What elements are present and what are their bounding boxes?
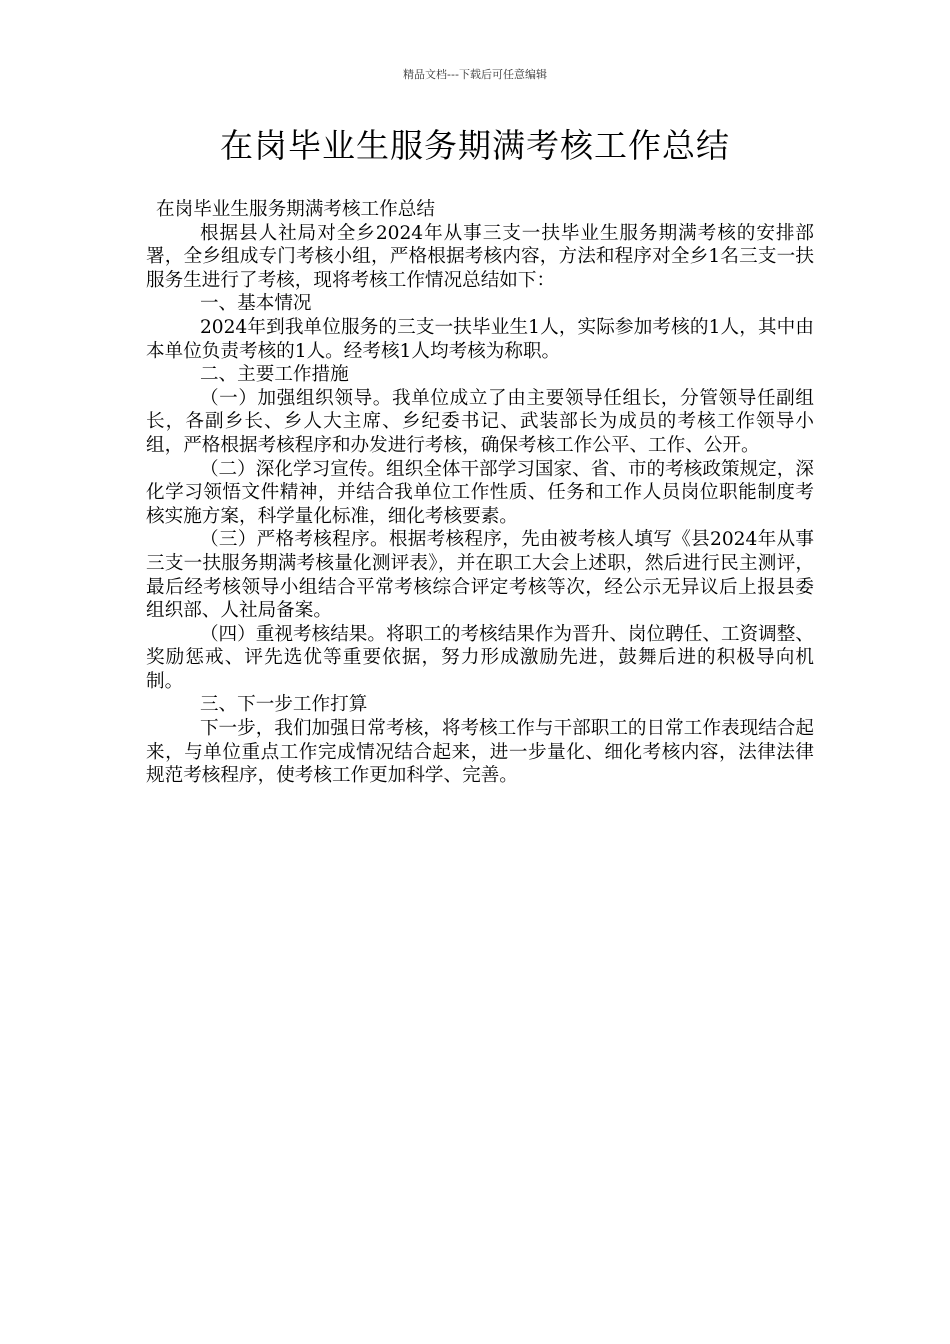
measure-paragraph-2: （二）深化学习宣传。组织全体干部学习国家、省、市的考核政策规定，深化学习领悟文件精神，并结合我单位工作性质、任务和工作人员岗位职能制度考核实施方案，科学量化标准，细化考核要素。 (146, 458, 814, 527)
section-heading-main-measures: 二、主要工作措施 (199, 364, 349, 386)
document-header-note: 精品文档---下载后可任意编辑 (403, 68, 547, 81)
basic-situation-paragraph: 2024年到我单位服务的三支一扶毕业生1人，实际参加考核的1人，其中由本单位负责考核的1人。经考核1人均考核为称职。 (146, 316, 814, 362)
intro-paragraph: 根据县人社局对全乡2024年从事三支一扶毕业生服务期满考核的安排部署，全乡组成专门考核小组，严格根据考核内容，方法和程序对全乡1名三支一扶服务生进行了考核，现将考核工作情况总结如下： (146, 222, 814, 291)
section-heading-basic-situation: 一、基本情况 (199, 293, 312, 315)
next-steps-paragraph: 下一步，我们加强日常考核，将考核工作与干部职工的日常工作表现结合起来，与单位重点工作完成情况结合起来，进一步量化、细化考核内容，法律法律规范考核程序，使考核工作更加科学、完善。 (146, 718, 814, 787)
section-heading-next-steps: 三、下一步工作打算 (199, 694, 368, 716)
document-body (146, 198, 814, 788)
measure-paragraph-3: （三）严格考核程序。根据考核程序，先由被考核人填写《县2024年从事三支一扶服务期满考核量化测评表》，并在职工大会上述职，然后进行民主测评，最后经考核领导小组结合平常考核综合评定考核等次，经公示无异议后上报县委组织部、人社局备案。 (146, 529, 814, 622)
document-title: 在岗毕业生服务期满考核工作总结 (220, 126, 730, 165)
measure-paragraph-4: （四）重视考核结果。将职工的考核结果作为晋升、岗位聘任、工资调整、奖励惩戒、评先选优等重要依据，努力形成激励先进，鼓舞后进的积极导向机制。 (146, 623, 814, 692)
document-subtitle: 在岗毕业生服务期满考核工作总结 (156, 199, 435, 220)
measure-paragraph-1: （一）加强组织领导。我单位成立了由主要领导任组长，分管领导任副组长，各副乡长、乡人大主席、乡纪委书记、武装部长为成员的考核工作领导小组，严格根据考核程序和办发进行考核，确保考核工作公平、工作、公开。 (146, 387, 814, 456)
